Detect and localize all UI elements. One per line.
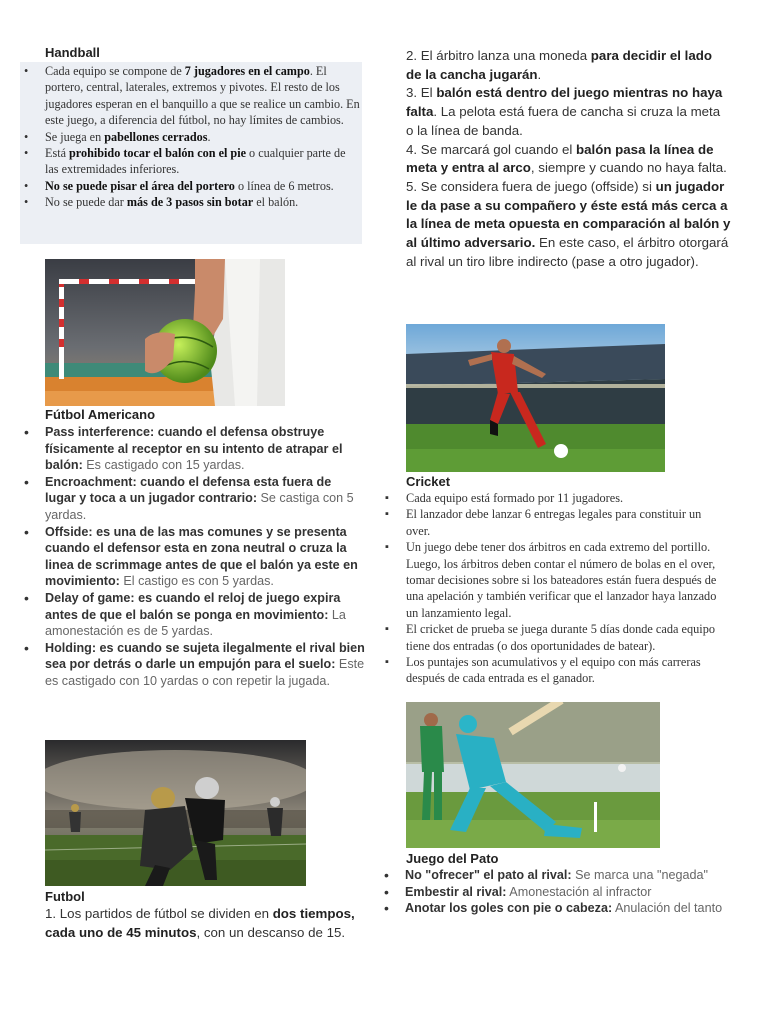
pato-rules-list bbox=[380, 867, 725, 917]
futbol-rule-4: 4. Se marcará gol cuando el balón pasa la línea de meta y entra al arco, siempre y cuando no haya falta. bbox=[406, 141, 727, 176]
cricket-rules-list bbox=[380, 490, 725, 687]
handball-rules-box bbox=[20, 62, 362, 244]
list-item: ▪ El lanzador debe lanzar 6 entregas legales para constituir un over. bbox=[380, 506, 725, 539]
handball-rules-list bbox=[20, 63, 362, 211]
futbol-rule-1: 1. Los partidos de fútbol se dividen en dos tiempos, cada uno de 45 minutos, con un descanso de 15. bbox=[45, 906, 355, 940]
list-item: ▪ Los puntajes son acumulativos y el equipo con más carreras después de cada entrada es el ganador. bbox=[380, 654, 725, 687]
american-football-rules-list bbox=[20, 424, 365, 690]
list-item: • Está prohibido tocar el balón con el pie o cualquier parte de las extremidades inferiores. bbox=[20, 145, 362, 178]
futbol-heading: Futbol bbox=[45, 889, 85, 904]
list-item: • Holding: es cuando se sujeta ilegalmente el rival bien sea por detrás o darle un empujón para el suelo: Este es castigado con 10 yardas o con repetir la jugada. bbox=[20, 640, 365, 690]
handball-heading: Handball bbox=[45, 45, 100, 60]
list-item: • Se juega en pabellones cerrados. bbox=[20, 129, 362, 145]
american-football-rules bbox=[20, 424, 365, 690]
pato-heading: Juego del Pato bbox=[406, 851, 499, 866]
list-item: • Pass interference: cuando el defensa obstruye físicamente al receptor en su intento de atrapar el balón: Es castigado con 15 yardas. bbox=[20, 424, 365, 474]
list-item: • No se puede pisar el área del portero o línea de 6 metros. bbox=[20, 178, 362, 194]
list-item: • Anotar los goles con pie o cabeza: Anulación del tanto bbox=[380, 900, 725, 917]
list-item: • No se puede dar más de 3 pasos sin botar el balón. bbox=[20, 194, 362, 210]
futbol-rules-continued bbox=[406, 47, 731, 271]
list-item: • No "ofrecer" el pato al rival: Se marca una "negada" bbox=[380, 867, 725, 884]
list-item: ▪ Un juego debe tener dos árbitros en cada extremo del portillo. Luego, los árbitros deben contar el número de bolas en el over, tomar decisiones sobre si los bateadores están fuera después de una apelación y también verificar que el lanzador haya lanzado un lanzamiento legal. bbox=[380, 539, 725, 621]
list-item: • Embestir al rival: Amonestación al infractor bbox=[380, 884, 725, 901]
list-item: ▪ Cada equipo está formado por 11 jugadores. bbox=[380, 490, 725, 506]
futbol-rule-3: 3. El balón está dentro del juego mientras no haya falta. La pelota está fuera de cancha si cruza la meta o la línea de banda. bbox=[406, 85, 723, 138]
american-football-heading: Fútbol Americano bbox=[45, 407, 156, 422]
list-item: • Cada equipo se compone de 7 jugadores en el campo. El portero, central, laterales, extremos y pivotes. El resto de los jugadores esperan en el banquillo a que se realice un cambio. En este juego, a diferencia del fútbol, no hay límites de cambios. bbox=[20, 63, 362, 129]
list-item: • Offside: es una de las mas comunes y se presenta cuando el defensor esta en zona neutral o cruza la linea de scrimmage antes de que el balón ya este en movimiento: El castigo es con 5 yardas. bbox=[20, 524, 365, 590]
list-item: ▪ El cricket de prueba se juega durante 5 días donde cada equipo tiene dos entradas (o dos oportunidades de batear). bbox=[380, 621, 725, 654]
cricket-rules bbox=[380, 490, 725, 687]
futbol-rule-5: 5. Se considera fuera de juego (offside) si un jugador le da pase a su compañero y éste está más cerca a la línea de meta opuesta en comparación al balón y al último adversario. En este caso, el árbitro otorgará al rival un tiro libre indirecto (pase a otro jugador). bbox=[406, 178, 731, 269]
american-football-photo bbox=[45, 740, 306, 886]
football-player-photo bbox=[406, 324, 665, 472]
pato-rules bbox=[380, 867, 725, 917]
list-item: • Encroachment: cuando el defensa esta fuera de lugar y toca a un jugador contrario: Se castiga con 5 yardas. bbox=[20, 474, 365, 524]
futbol-rule-2: 2. El árbitro lanza una moneda para decidir el lado de la cancha jugarán. bbox=[406, 48, 712, 82]
list-item: • Delay of game: es cuando el reloj de juego expira antes de que el balón se ponga en movimiento: La amonestación es de 5 yardas. bbox=[20, 590, 365, 640]
handball-photo bbox=[45, 259, 285, 406]
cricket-heading: Cricket bbox=[406, 474, 451, 489]
cricket-batter-photo bbox=[406, 702, 660, 848]
